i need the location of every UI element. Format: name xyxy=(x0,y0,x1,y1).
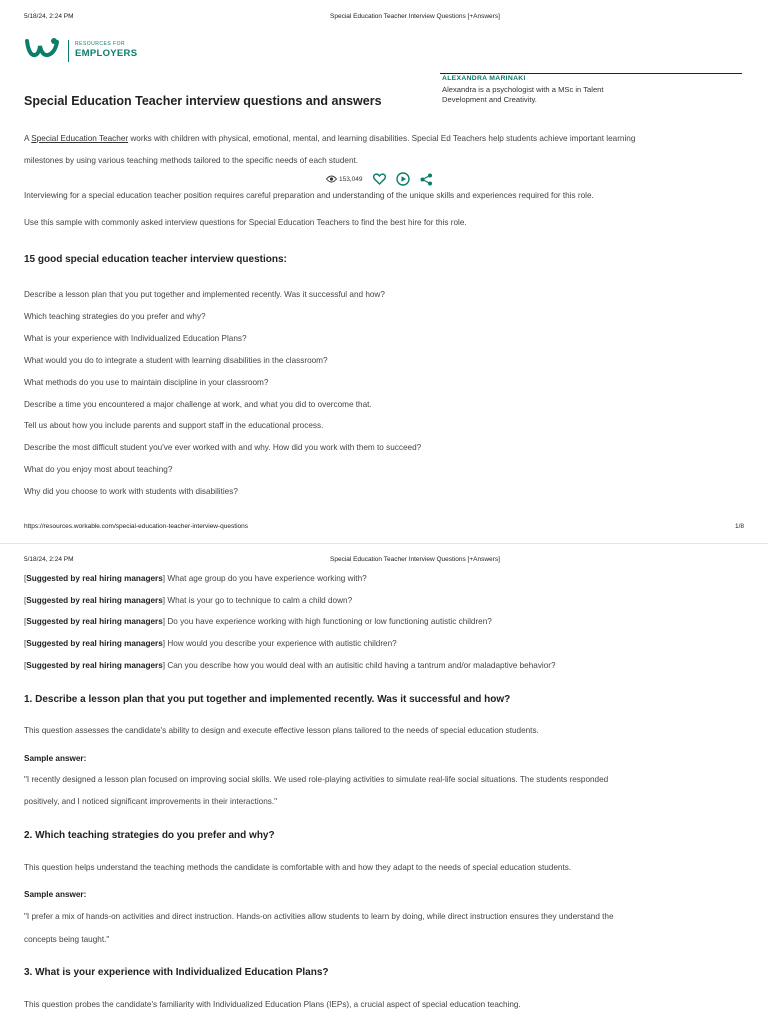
workable-w-icon xyxy=(24,36,62,65)
section-1-text: This question assesses the candidate's ability to design and execute effective lesson plans tailored to the needs of special education students. xyxy=(24,726,539,735)
author-bio: Alexandra is a psychologist with a MSc in Talent Development and Creativity. xyxy=(442,85,604,104)
question-item: What would you do to integrate a student with learning disabilities in the classroom? xyxy=(24,356,328,365)
suggested-item: [Suggested by real hiring managers] What age group do you have experience working with? xyxy=(24,574,367,583)
workable-logo[interactable] xyxy=(24,36,137,65)
heart-icon[interactable] xyxy=(373,173,386,185)
author-name[interactable]: ALEXANDRA MARINAKI xyxy=(442,75,526,82)
question-item: Which teaching strategies do you prefer and why? xyxy=(24,312,206,321)
suggested-item: [Suggested by real hiring managers] What is your go to technique to calm a child down? xyxy=(24,596,353,605)
section-2-answer-line2: concepts being taught." xyxy=(24,935,110,944)
section-1-heading: 1. Describe a lesson plan that you put together and implemented recently. Was it successful and how? xyxy=(24,694,511,705)
section-1-sample-label: Sample answer: xyxy=(24,754,87,763)
section-2-answer-line1: "I prefer a mix of hands-on activities and direct instruction. Hands-on activities allow students to learn by doing, while direct instruction ensures they understand the xyxy=(24,912,614,921)
views-counter xyxy=(326,175,363,183)
author-divider xyxy=(440,73,742,74)
suggested-label: Suggested by real hiring managers xyxy=(26,596,163,605)
suggested-text: How would you describe your experience with autistic children? xyxy=(167,639,397,648)
article-actions xyxy=(326,172,433,186)
section-2-sample-label: Sample answer: xyxy=(24,890,87,899)
eye-icon xyxy=(326,175,337,183)
section-3-heading: 3. What is your experience with Individualized Education Plans? xyxy=(24,967,329,978)
print-date-2: 5/18/24, 2:24 PM xyxy=(24,556,74,563)
questions-heading: 15 good special education teacher interview questions: xyxy=(24,254,287,265)
suggested-text: Can you describe how you would deal with an autisitic child having a tantrum and/or maladaptive behavior? xyxy=(167,661,556,670)
views-count: 153,049 xyxy=(339,175,363,183)
intro-line1 xyxy=(24,135,744,143)
print-title: Special Education Teacher Interview Questions [+Answers] xyxy=(330,13,500,20)
special-education-teacher-link[interactable]: Special Education Teacher xyxy=(31,134,129,143)
section-3-text: This question probes the candidate's familiarity with Individualized Education Plans (IEPs), a crucial aspect of special education teaching. xyxy=(24,1000,521,1009)
footer-url[interactable]: https://resources.workable.com/special-education-teacher-interview-questions xyxy=(24,523,248,530)
suggested-label: Suggested by real hiring managers xyxy=(26,574,163,583)
suggested-item: [Suggested by real hiring managers] How would you describe your experience with autistic children? xyxy=(24,639,397,648)
section-2-heading: 2. Which teaching strategies do you prefer and why? xyxy=(24,830,275,841)
question-item: Why did you choose to work with students with disabilities? xyxy=(24,487,238,496)
print-date: 5/18/24, 2:24 PM xyxy=(24,13,74,20)
suggested-label: Suggested by real hiring managers xyxy=(26,661,163,670)
suggested-label: Suggested by real hiring managers xyxy=(26,617,163,626)
question-item: What is your experience with Individualized Education Plans? xyxy=(24,334,247,343)
section-1-answer-line2: positively, and I noticed significant improvements in their interactions." xyxy=(24,797,278,806)
paragraph-2: Interviewing for a special education teacher position requires careful preparation and understanding of the unique skills and experiences required for this role. xyxy=(24,191,594,200)
intro-rest: works with children with physical, emotional, mental, and learning disabilities. Special Ed Teachers help students achieve important learning xyxy=(128,134,636,143)
question-item: Describe a time you encountered a major challenge at work, and what you did to overcome that. xyxy=(24,400,372,409)
logo-divider xyxy=(68,40,69,62)
intro-prefix: A xyxy=(24,134,32,143)
suggested-item: [Suggested by real hiring managers] Can you describe how you would deal with an autisitic child having a tantrum and/or maladaptive behavior? xyxy=(24,661,556,670)
share-icon[interactable] xyxy=(420,173,433,186)
suggested-text: What age group do you have experience working with? xyxy=(167,574,367,583)
footer-page: 1/8 xyxy=(735,523,745,530)
question-item: What do you enjoy most about teaching? xyxy=(24,465,173,474)
question-item: Describe a lesson plan that you put together and implemented recently. Was it successful and how? xyxy=(24,290,385,299)
question-item: Describe the most difficult student you've ever worked with and why. How did you work with them to succeed? xyxy=(24,443,422,452)
section-1-answer-line1: "I recently designed a lesson plan focused on improving social skills. We used role-playing activities to simulate real-life social situations. The students responded xyxy=(24,775,609,784)
paragraph-3: Use this sample with commonly asked interview questions for Special Education Teachers to find the best hire for this role. xyxy=(24,218,467,227)
intro-line2: milestones by using various teaching methods tailored to the specific needs of each student. xyxy=(24,156,359,165)
page-break xyxy=(0,543,768,544)
play-icon[interactable] xyxy=(396,172,410,186)
suggested-label: Suggested by real hiring managers xyxy=(26,639,163,648)
suggested-text: Do you have experience working with high functioning or low functioning autistic children? xyxy=(167,617,492,626)
suggested-text: What is your go to technique to calm a child down? xyxy=(167,596,353,605)
logo-line2: EMPLOYERS xyxy=(75,48,138,60)
print-title-2: Special Education Teacher Interview Questions [+Answers] xyxy=(330,556,500,563)
page-title: Special Education Teacher interview questions and answers xyxy=(24,94,382,108)
section-2-text: This question helps understand the teaching methods the candidate is comfortable with and how they adapt to the needs of special education students. xyxy=(24,863,572,872)
logo-text xyxy=(75,42,137,59)
question-item: Tell us about how you include parents and support staff in the educational process. xyxy=(24,421,324,430)
question-item: What methods do you use to maintain discipline in your classroom? xyxy=(24,378,269,387)
suggested-item: [Suggested by real hiring managers] Do you have experience working with high functioning or low functioning autistic children? xyxy=(24,617,492,626)
logo-line1: RESOURCES FOR xyxy=(75,41,126,48)
